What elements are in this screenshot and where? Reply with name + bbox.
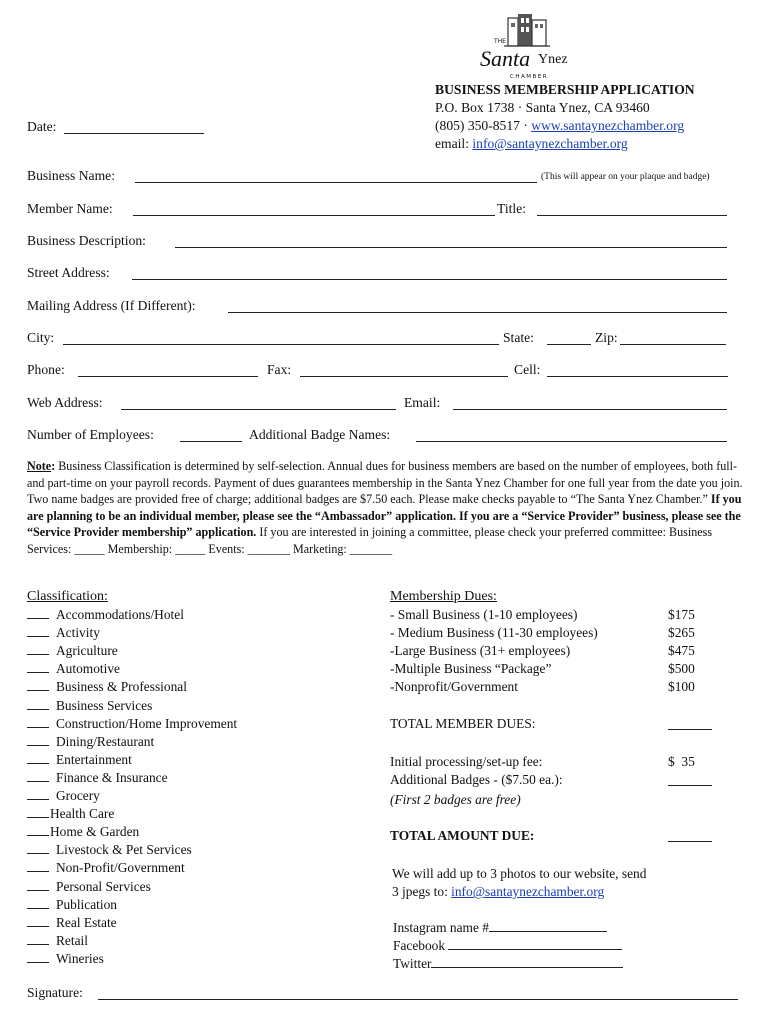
dues-tier-amount: $100 xyxy=(668,679,695,695)
classification-checkbox-line[interactable] xyxy=(27,715,49,728)
business-description-label: Business Description: xyxy=(27,233,146,248)
total-member-dues-label: TOTAL MEMBER DUES: xyxy=(390,715,536,731)
classification-item xyxy=(27,660,237,678)
classification-checkbox-line[interactable] xyxy=(27,624,49,637)
dues-tier-amount: $500 xyxy=(668,661,695,677)
chamber-phone-web xyxy=(435,118,684,134)
zip-field[interactable] xyxy=(620,344,726,345)
classification-label: Dining/Restaurant xyxy=(56,733,155,749)
dues-tier-label: -Nonprofit/Government xyxy=(390,679,518,695)
badge-names-field[interactable] xyxy=(416,441,727,442)
classification-label: Retail xyxy=(56,932,88,948)
setup-fee-amount: $ 35 xyxy=(668,753,695,769)
classification-checkbox-line[interactable] xyxy=(27,932,49,945)
badges-row xyxy=(390,771,720,791)
note-label: Note xyxy=(27,459,52,473)
title-field[interactable] xyxy=(537,215,727,216)
classification-item xyxy=(27,715,237,733)
street-address-field[interactable] xyxy=(132,279,727,280)
membership-dues xyxy=(390,588,720,974)
classification-checkbox-line[interactable] xyxy=(27,896,49,909)
classification-checkbox-line[interactable] xyxy=(27,733,49,746)
instagram-field[interactable] xyxy=(489,919,607,932)
dues-tier-amount: $175 xyxy=(668,607,695,623)
classification-checkbox-line[interactable] xyxy=(27,769,49,782)
state-field[interactable] xyxy=(547,344,591,345)
note-bold-text: If you are planning to be an individual member, please see the “Ambassador” application. If you are a “Service Provider” business, please see the “Service Provider membership” application. xyxy=(27,492,742,540)
setup-fee-label: Initial processing/set-up fee: xyxy=(390,753,543,769)
classification-checkbox-line[interactable] xyxy=(27,859,49,872)
note-text-1: Business Classification is determined by self-selection. Annual dues for business members are based on the number of employees, both full- and part-time on your payroll records. Payment of dues guarantees membership in the Santa Ynez Chamber for one full year from the date you join. Two name badges are provided free of charge; additional badges are $7.50 each. Please make checks payable to “The Santa Ynez Chamber.” xyxy=(27,459,743,507)
phone-label: Phone: xyxy=(27,362,65,377)
note-colon: : xyxy=(51,459,56,473)
classification-label: Construction/Home Improvement xyxy=(56,715,238,731)
dues-tier-amount: $265 xyxy=(668,625,695,641)
dues-tier-row xyxy=(390,642,720,660)
classification-label: Accommodations/Hotel xyxy=(56,607,184,623)
classification-label: Publication xyxy=(56,896,117,912)
classification-item xyxy=(27,823,237,841)
classification-item xyxy=(27,841,237,859)
total-due-label: TOTAL AMOUNT DUE: xyxy=(390,827,535,843)
classification-item xyxy=(27,896,237,914)
classification-label: Livestock & Pet Services xyxy=(56,842,192,858)
twitter-field[interactable] xyxy=(431,955,623,968)
chamber-phone: (805) 350-8517 · xyxy=(435,118,532,133)
photos-email-link[interactable]: info@santaynezchamber.org xyxy=(451,884,605,900)
business-description-field[interactable] xyxy=(175,247,727,248)
classification-item xyxy=(27,606,237,624)
classification-label: Entertainment xyxy=(56,751,132,767)
classification-label: Home & Garden xyxy=(50,824,140,840)
classification-checkbox-line[interactable] xyxy=(27,678,49,691)
logo-ynez: Ynez xyxy=(538,52,568,67)
classification-label: Health Care xyxy=(50,806,115,822)
classification-checkbox-line[interactable] xyxy=(27,805,49,818)
dues-tier-label: - Medium Business (11-30 employees) xyxy=(390,625,598,641)
email-field[interactable] xyxy=(453,409,727,410)
classification-item xyxy=(27,787,237,805)
logo-the: THE xyxy=(494,38,506,45)
twitter-row xyxy=(390,955,720,973)
title-label: Title: xyxy=(497,201,526,216)
classification-item xyxy=(27,859,237,877)
dues-tier-row xyxy=(390,606,720,624)
member-name-label: Member Name: xyxy=(27,201,113,216)
cell-label: Cell: xyxy=(514,362,541,377)
classification-item xyxy=(27,642,237,660)
classification-checkbox-line[interactable] xyxy=(27,841,49,854)
classification-checkbox-line[interactable] xyxy=(27,642,49,655)
classification-label: Wineries xyxy=(56,950,104,966)
date-label: Date: xyxy=(27,119,57,134)
classification-checkbox-line[interactable] xyxy=(27,950,49,963)
badges-label: Additional Badges - ($7.50 ea.): xyxy=(390,771,563,787)
photos-text-1: We will add up to 3 photos to our website, send xyxy=(392,866,647,882)
city-label: City: xyxy=(27,330,55,345)
business-name-field[interactable] xyxy=(135,182,537,183)
classification-checkbox-line[interactable] xyxy=(27,878,49,891)
employees-label: Number of Employees: xyxy=(27,427,154,442)
mailing-address-field[interactable] xyxy=(228,312,727,313)
classification-label: Real Estate xyxy=(56,914,117,930)
setup-fee-row xyxy=(390,753,720,771)
photos-text-2: 3 jpegs to: xyxy=(392,884,452,900)
mailing-address-label: Mailing Address (If Different): xyxy=(27,298,196,313)
zip-label: Zip: xyxy=(595,330,618,345)
dues-tier-label: - Small Business (1-10 employees) xyxy=(390,607,578,623)
fax-label: Fax: xyxy=(267,362,292,377)
classification-item xyxy=(27,950,237,968)
dues-tier-amount: $475 xyxy=(668,643,695,659)
classification-checkbox-line[interactable] xyxy=(27,914,49,927)
email-link[interactable]: info@santaynezchamber.org xyxy=(472,136,628,151)
chamber-email-line xyxy=(435,136,628,152)
chamber-logo xyxy=(478,14,598,80)
dues-heading: Membership Dues: xyxy=(390,589,497,604)
classification-label: Activity xyxy=(56,625,100,641)
email-label: Email: xyxy=(404,395,441,410)
classification-item xyxy=(27,878,237,896)
classification-label: Grocery xyxy=(56,788,100,804)
classification-label: Business Services xyxy=(56,697,153,713)
badges-note: (First 2 badges are free) xyxy=(390,791,521,807)
classification-item xyxy=(27,624,237,642)
instagram-label: Instagram name # xyxy=(393,920,489,936)
dues-tier-row xyxy=(390,660,720,678)
email-prefix: email: xyxy=(435,136,473,151)
classification-label: Personal Services xyxy=(56,878,151,894)
classification-item xyxy=(27,914,237,932)
classification-item xyxy=(27,932,237,950)
dues-tier-row xyxy=(390,624,720,642)
dues-tier-label: -Large Business (31+ employees) xyxy=(390,643,571,659)
signature-field[interactable] xyxy=(98,999,738,1000)
city-field[interactable] xyxy=(63,344,499,345)
date-field[interactable] xyxy=(64,133,204,134)
classification-item xyxy=(27,733,237,751)
page-title: BUSINESS MEMBERSHIP APPLICATION xyxy=(435,82,695,97)
dues-tier-label: -Multiple Business “Package” xyxy=(390,661,552,677)
dues-tier-row xyxy=(390,678,720,696)
photos-line-2 xyxy=(390,883,720,901)
chamber-address: P.O. Box 1738 · Santa Ynez, CA 93460 xyxy=(435,100,650,115)
classification-checkbox-line[interactable] xyxy=(27,751,49,764)
logo-santa: Santa xyxy=(480,46,531,71)
classification-label: Automotive xyxy=(56,661,120,677)
classification-label: Business & Professional xyxy=(56,679,187,695)
facebook-field[interactable] xyxy=(448,937,622,950)
note-paragraph xyxy=(27,458,747,558)
classification-heading: Classification: xyxy=(27,589,108,604)
signature-label: Signature: xyxy=(27,985,83,1000)
classification-checkbox-line[interactable] xyxy=(27,787,49,800)
note-text-2: If you are interested in joining a committee, please check your preferred committee: Business Services: _____ Membership: _____ Events: _______ Marketing: _______ xyxy=(27,525,713,556)
total-due-row xyxy=(390,827,720,847)
classification-label: Non-Profit/Government xyxy=(56,860,185,876)
phone-field[interactable] xyxy=(78,376,258,377)
classification-item xyxy=(27,697,237,715)
total-member-dues-row xyxy=(390,715,720,735)
instagram-row xyxy=(390,919,720,937)
cell-field[interactable] xyxy=(547,376,728,377)
total-member-dues-field[interactable] xyxy=(668,715,712,730)
classification-checkbox-line[interactable] xyxy=(27,660,49,673)
web-address-field[interactable] xyxy=(121,409,396,410)
classification-list xyxy=(27,588,237,968)
member-name-field[interactable] xyxy=(133,215,495,216)
facebook-row xyxy=(390,937,720,955)
badges-field[interactable] xyxy=(668,771,712,786)
facebook-label: Facebook xyxy=(393,938,446,954)
classification-item xyxy=(27,769,237,787)
fax-field[interactable] xyxy=(300,376,508,377)
logo-chamber: CHAMBER xyxy=(510,74,549,80)
classification-checkbox-line[interactable] xyxy=(27,823,49,836)
web-address-label: Web Address: xyxy=(27,395,103,410)
classification-item xyxy=(27,678,237,696)
badge-names-label: Additional Badge Names: xyxy=(249,427,391,442)
classification-checkbox-line[interactable] xyxy=(27,606,49,619)
business-name-hint: (This will appear on your plaque and badge) xyxy=(541,172,710,182)
state-label: State: xyxy=(503,330,534,345)
total-due-field[interactable] xyxy=(668,827,712,842)
employees-field[interactable] xyxy=(180,441,242,442)
website-link[interactable]: www.santaynezchamber.org xyxy=(531,118,685,133)
twitter-label: Twitter xyxy=(393,956,432,972)
street-address-label: Street Address: xyxy=(27,265,110,280)
building-icon xyxy=(498,14,558,50)
classification-item xyxy=(27,751,237,769)
classification-item xyxy=(27,805,237,823)
classification-label: Finance & Insurance xyxy=(56,769,168,785)
classification-checkbox-line[interactable] xyxy=(27,697,49,710)
business-name-label: Business Name: xyxy=(27,168,115,183)
classification-label: Agriculture xyxy=(56,643,118,659)
